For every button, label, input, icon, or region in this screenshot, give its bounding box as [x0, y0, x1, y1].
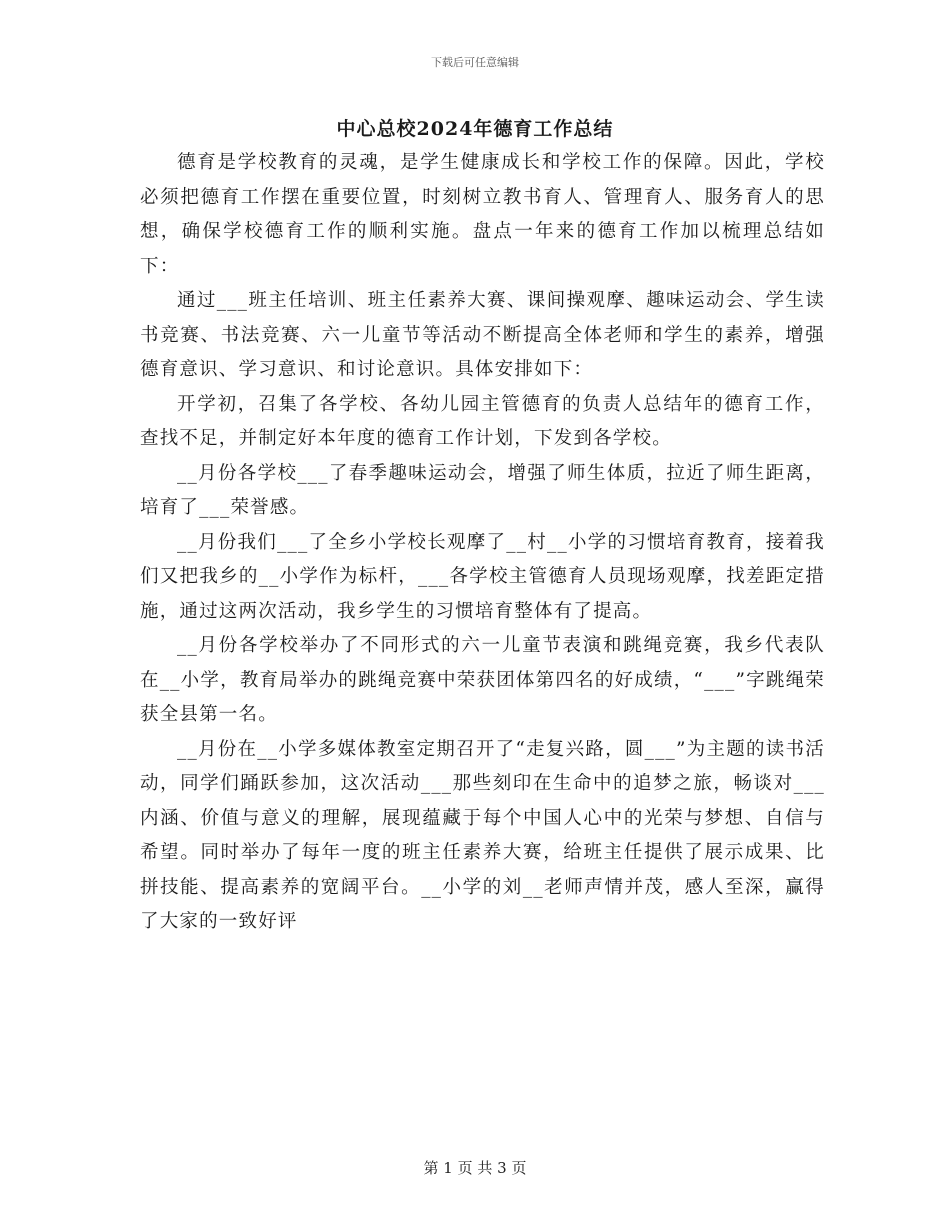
header-note: 下载后可任意编辑	[431, 56, 519, 69]
paragraph-semester-start: 开学初，召集了各学校、各幼儿园主管德育的负责人总结年的德育工作，查找不足，并制定好本年度的德育工作计划，下发到各学校。	[140, 393, 825, 449]
paragraph-sports-meet: __月份各学校___了春季趣味运动会，增强了师生体质，拉近了师生距离，培育了___荣誉感。	[140, 462, 825, 518]
paragraph-habit-observation: __月份我们___了全乡小学校长观摩了__村__小学的习惯培育教育，接着我们又把我乡的__小学作为标杆，___各学校主管德育人员现场观摩，找差距定措施，通过这两次活动，我乡学生的习惯培育整体有了提高。	[140, 531, 825, 622]
document-body	[140, 146, 825, 940]
paragraph-childrens-day: __月份各学校举办了不同形式的六一儿童节表演和跳绳竞赛，我乡代表队在__小学，教育局举办的跳绳竞赛中荣获团体第四名的好成绩，“___”字跳绳荣获全县第一名。	[140, 635, 825, 725]
paragraph-reading-activity: __月份在__小学多媒体教室定期召开了“走复兴路，圆___”为主题的读书活动，同学们踊跃参加，这次活动___那些刻印在生命中的追梦之旅，畅谈对___内涵、价值与意义的理解，展现蕴藏于每个中国人心中的光荣与梦想、自信与希望。同时举办了每年一度的班主任素养大赛，给班主任提供了展示成果、比拼技能、提高素养的宽阔平台。__小学的刘__老师声情并茂，感人至深，赢得了大家的一致好评	[140, 738, 825, 932]
paragraph-activities: 通过___班主任培训、班主任素养大赛、课间操观摩、趣味运动会、学生读书竞赛、书法竞赛、六一儿童节等活动不断提高全体老师和学生的素养，增强德育意识、学习意识、和讨论意识。具体安排如下：	[140, 290, 825, 380]
document-title: 中心总校2024年德育工作总结	[336, 118, 614, 140]
paragraph-intro: 德育是学校教育的灵魂，是学生健康成长和学校工作的保障。因此，学校必须把德育工作摆在重要位置，时刻树立教书育人、管理育人、服务育人的思想，确保学校德育工作的顺利实施。盘点一年来的德育工作加以梳理总结如下：	[140, 152, 825, 277]
page-number: 第 1 页 共 3 页	[423, 1159, 527, 1177]
